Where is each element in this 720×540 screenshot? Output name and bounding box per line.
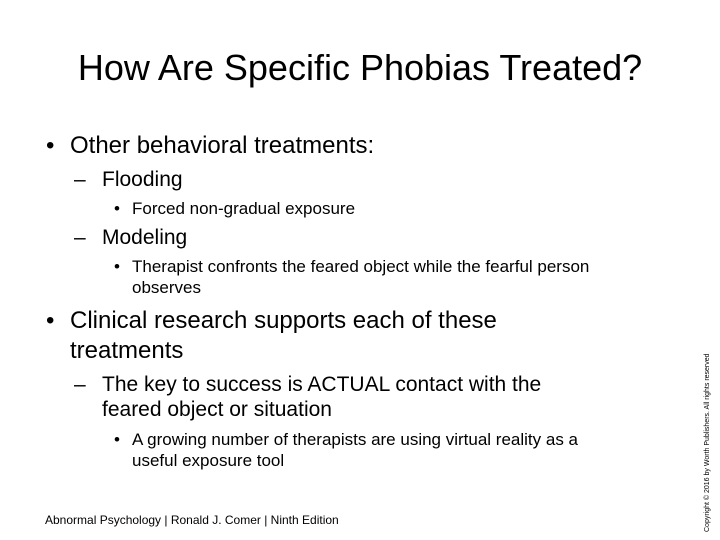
subsubbullet-text-line1: Therapist confronts the feared object while the fearful person — [132, 257, 590, 276]
subsubbullet-text-line2: useful exposure tool — [132, 451, 285, 470]
bullet-marker: • — [46, 132, 55, 159]
copyright-notice: Copyright © 2016 by Worth Publishers. All rights reserved — [704, 353, 711, 532]
slide-title: How Are Specific Phobias Treated? — [77, 47, 643, 88]
subsubbullet-text-line1: A growing number of therapists are using virtual reality as a — [132, 430, 579, 449]
bullet-text-line2: treatments — [70, 337, 184, 364]
bullet-text-line1: Clinical research supports each of these — [70, 307, 497, 334]
subbullet-text-line1: The key to success is ACTUAL contact with the — [102, 373, 542, 396]
bullet-marker: • — [46, 307, 55, 334]
bullet-marker: • — [114, 257, 120, 276]
subbullet-text: Flooding — [102, 168, 183, 191]
footer-citation: Abnormal Psychology | Ronald J. Comer | Ninth Edition — [45, 513, 339, 527]
dash-marker: – — [74, 168, 86, 191]
bullet-text: Other behavioral treatments: — [70, 132, 375, 159]
dash-marker: – — [74, 226, 86, 249]
subbullet-text-line2: feared object or situation — [102, 398, 332, 421]
dash-marker: – — [74, 373, 86, 396]
subbullet-text: Modeling — [102, 226, 188, 249]
subsubbullet-text: Forced non-gradual exposure — [132, 199, 356, 218]
subsubbullet-text-line2: observes — [132, 278, 201, 297]
bullet-marker: • — [114, 199, 120, 218]
bullet-marker: • — [114, 430, 120, 449]
